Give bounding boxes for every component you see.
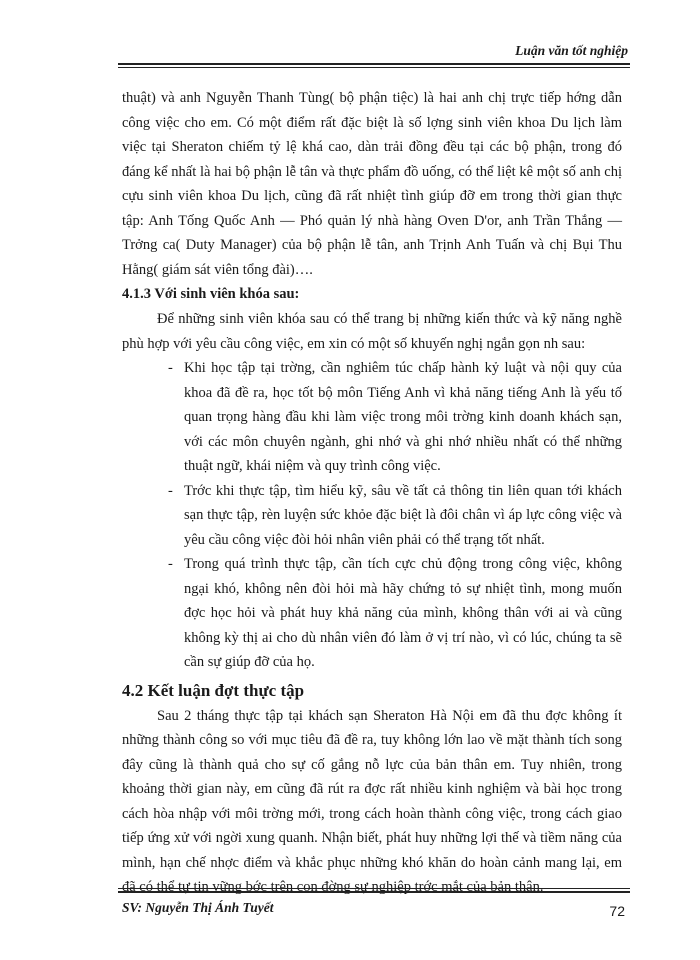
recommendation-list	[122, 356, 622, 675]
footer-author: SV: Nguyễn Thị Ánh Tuyết	[122, 900, 274, 915]
bullet-dash: -	[168, 556, 173, 572]
page-number: 72	[609, 903, 625, 919]
list-item	[122, 356, 622, 479]
list-item-text: Trong quá trình thực tập, cần tích cực chủ động trong công việc, không ngại khó, không nên đòi hỏi mà hãy chứng tỏ sự nhiệt tình, mong muốn đợc học hỏi và phát huy khả năng của mình, không thân với ai và cũng không kỳ thị ai cho dù nhân viên đó làm ở vị trí nào, vì có lúc, chúng ta sẽ cần sự giúp đỡ của họ.	[184, 556, 622, 670]
running-header-title: Luận văn tốt nghiệp	[515, 43, 628, 58]
header-rule	[118, 63, 630, 68]
section-4-1-3-intro: Để những sinh viên khóa sau có thể trang bị những kiến thức và kỹ năng nghề phù hợp với yêu cầu công việc, em xin có một số khuyến nghị ngắn gọn nh sau:	[122, 311, 622, 352]
list-item-text: Trớc khi thực tập, tìm hiểu kỹ, sâu về tất cả thông tin liên quan tới khách sạn thực tập, rèn luyện sức khỏe đặc biệt là đôi chân vì áp lực công việc và yêu cầu công việc đòi hỏi nhân viên phải có thể trạng tốt nhất.	[184, 482, 622, 548]
list-item	[122, 552, 622, 675]
list-item	[122, 479, 622, 553]
bullet-dash: -	[168, 360, 173, 376]
section-4-1-3-heading: 4.1.3 Với sinh viên khóa sau:	[122, 286, 300, 302]
list-item-text: Khi học tập tại trờng, cần nghiêm túc chấp hành kỷ luật và nội quy của khoa đã đề ra, học tốt bộ môn Tiếng Anh vì khả năng tiếng Anh là yếu tố quan trọng hàng đầu khi làm việc trong môi trờng kinh doanh khách sạn, với các môn chuyên ngành, ghi nhớ và ghi nhớ nhiều nhất có thể những thuật ngữ, khái niệm và quy trình công việc.	[184, 360, 622, 474]
intro-paragraph: thuật) và anh Nguyễn Thanh Tùng( bộ phận tiệc) là hai anh chị trực tiếp hớng dẫn công việc cho em. Có một điểm rất đặc biệt là số lợng sinh viên khoa Du lịch làm việc tại Sheraton chiếm tỷ lệ khá cao, dàn trải đồng đều tại các bộ phận, trong đó đáng kể nhất là hai bộ phận lễ tân và thực phẩm đồ uống, có thể liệt kê một số anh chị cựu sinh viên khoa Du lịch, cũng đã rất nhiệt tình giúp đỡ em trong thời gian thực tập: Anh Tống Quốc Anh — Phó quản lý nhà hàng Oven D'or, anh Trần Thắng — Trởng ca( Duty Manager) của bộ phận lễ tân, anh Trịnh Anh Tuấn và chị Bụi Thu Hằng( giám sát viên tổng đài)….	[122, 90, 622, 278]
bullet-dash: -	[168, 482, 173, 499]
section-4-2-paragraph: Sau 2 tháng thực tập tại khách sạn Sheraton Hà Nội em đã thu đợc không ít những thành công so với mục tiêu đã đề ra, tuy không lớn lao về mặt thành tích song đây cũng là thành quả cho sự cố gắng nỗ lực của bản thân em. Tuy nhiên, trong khoảng thời gian này, em cũng đã rút ra đợc rất nhiều kinh nghiệm và bài học trong cách hòa nhập với môi trờng mới, trong cách hoàn thành công việc, trong cách giao tiếp ứng xử với ngời xung quanh. Nhận biết, phát huy những lợi thế và tiềm năng của mình, hạn chế nhợc điểm và khắc phục những khó khăn do hoàn cảnh mang lại, em đã có thể tự tin vững bớc trên con đờng sự nghiệp trớc mắt của bản thân.	[122, 707, 622, 895]
page-body	[122, 86, 622, 900]
section-4-2-heading: 4.2 Kết luận đợt thực tập	[122, 680, 305, 700]
footer-rule	[118, 888, 630, 893]
